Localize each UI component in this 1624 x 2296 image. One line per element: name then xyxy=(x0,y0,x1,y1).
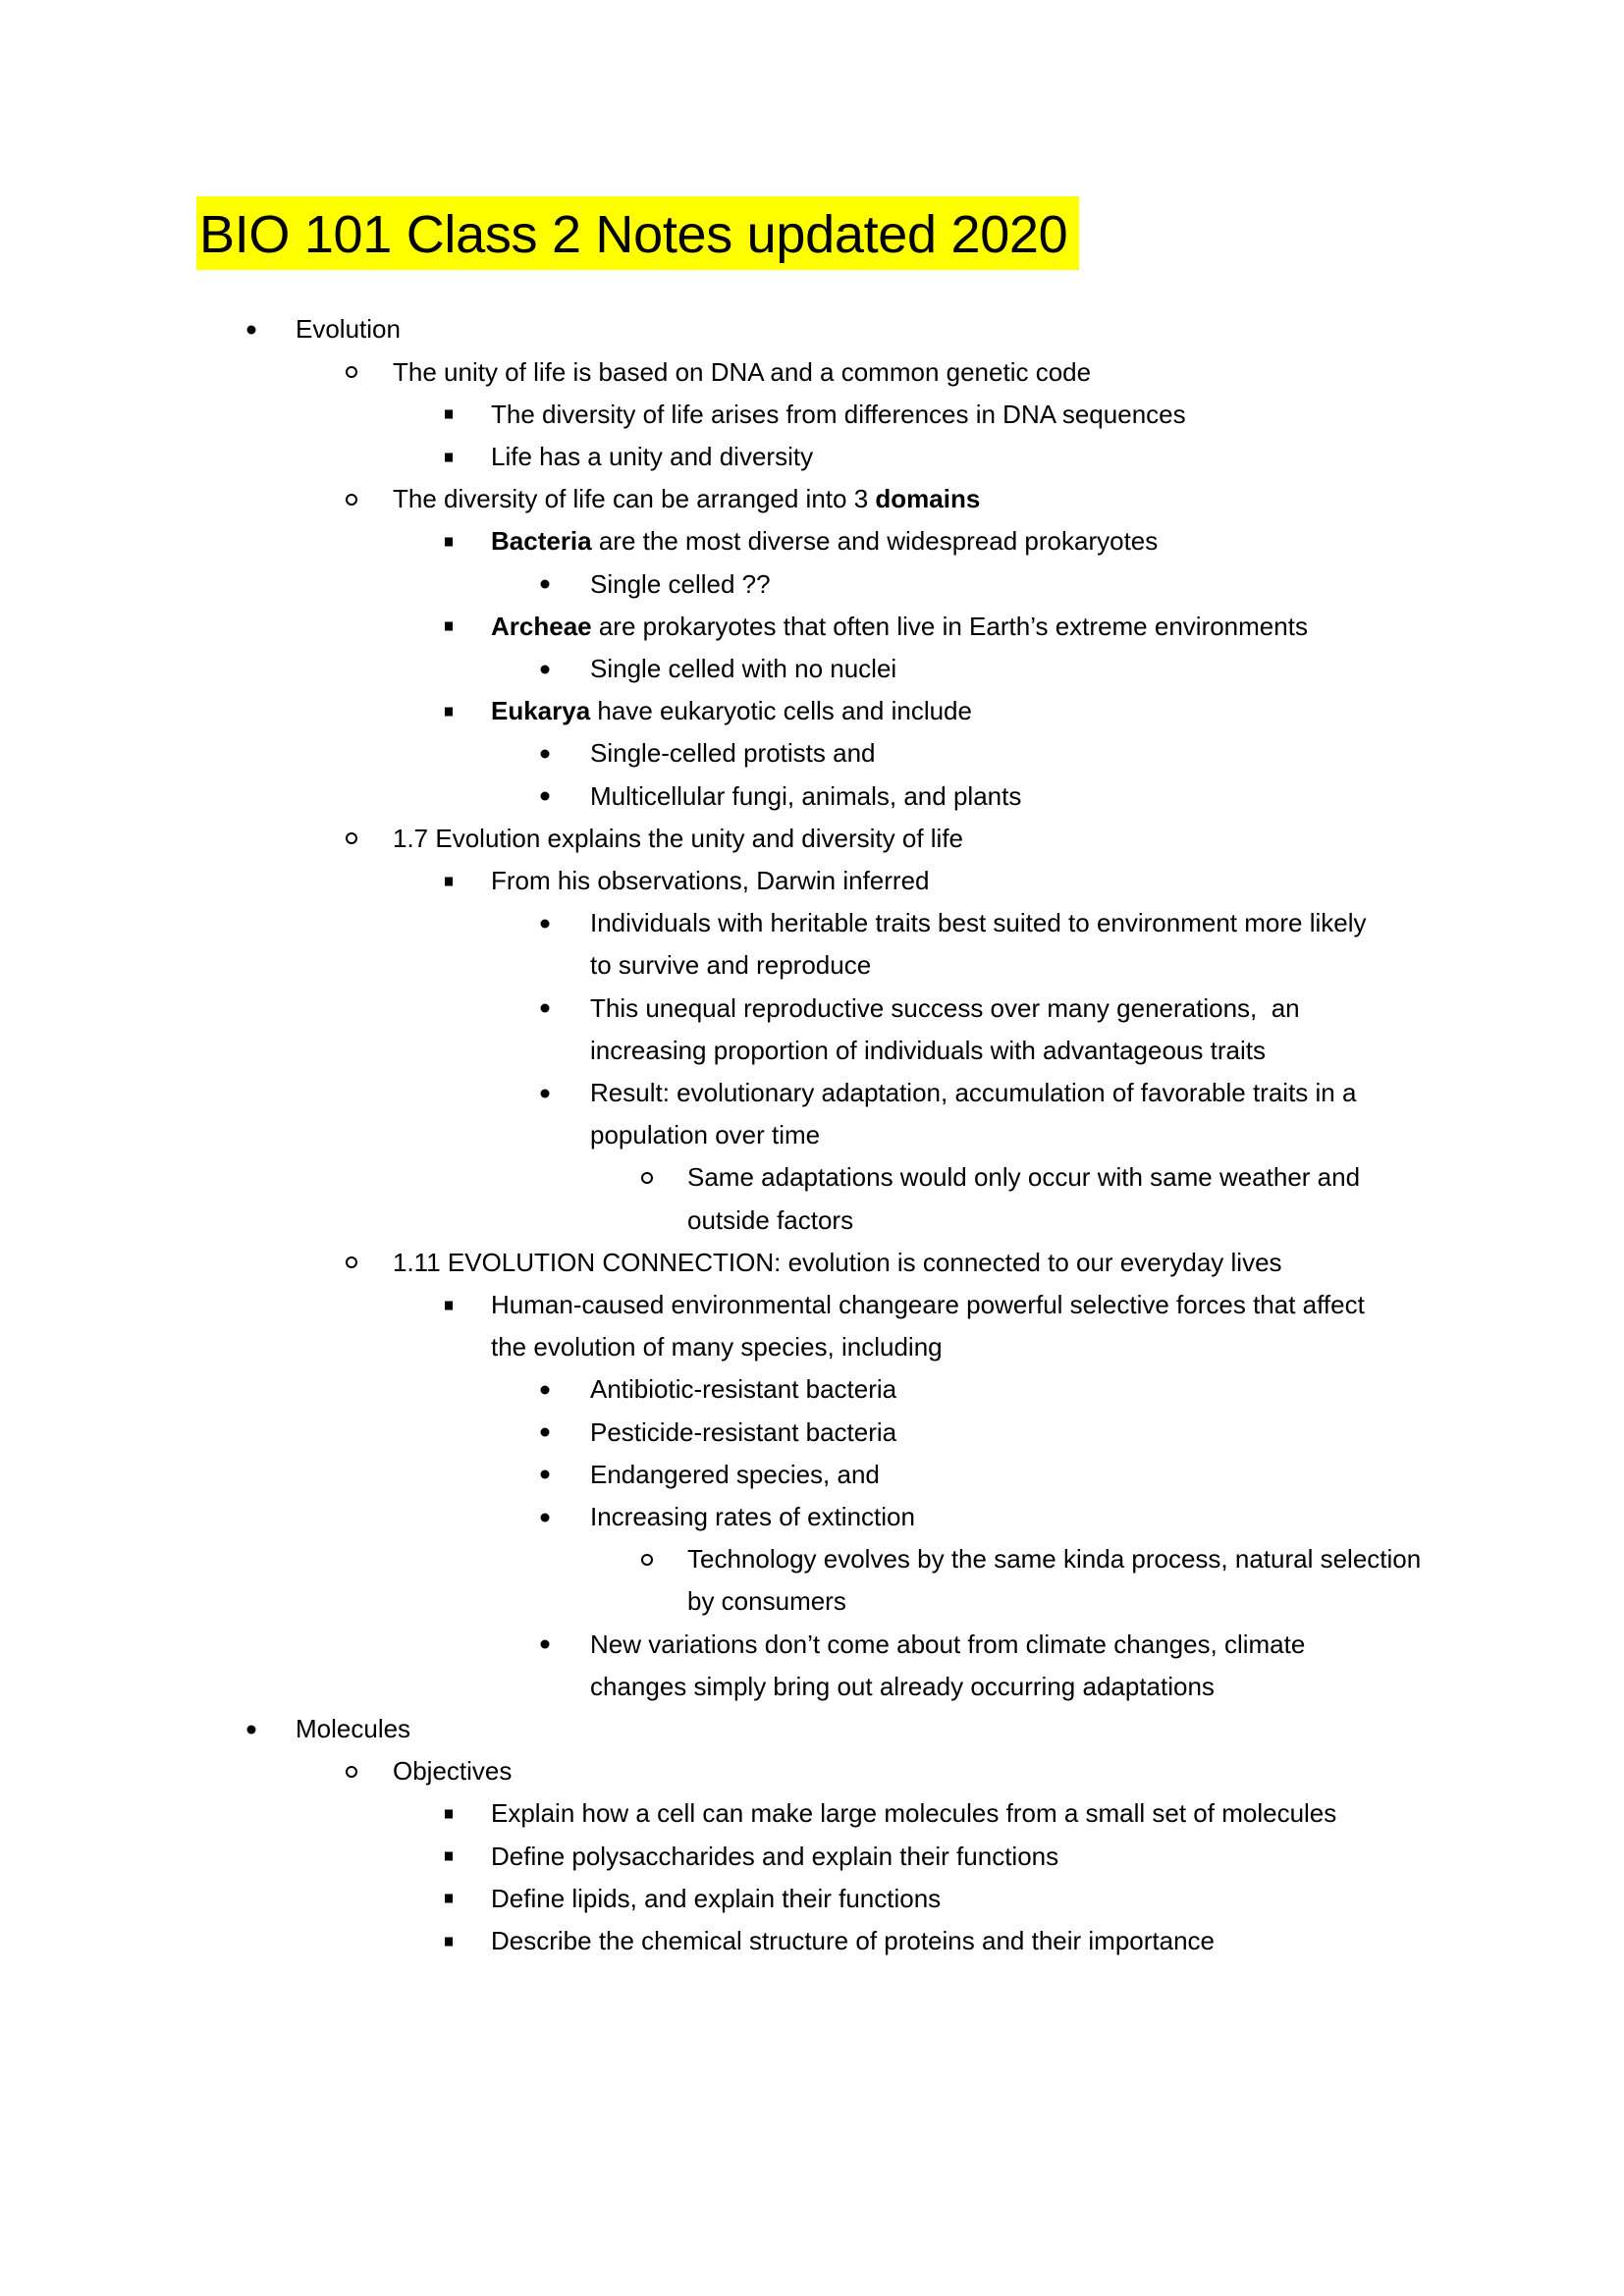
bullet-square-icon xyxy=(439,690,459,732)
item-text: are the most diverse and widespread prokaryotes xyxy=(591,526,1159,557)
bullet-circle-icon xyxy=(342,1242,361,1284)
item-text: Human-caused environmental changeare powerful selective forces that affect xyxy=(491,1290,1365,1319)
bullet-square-icon xyxy=(439,1878,459,1920)
bullet-square-icon xyxy=(439,1836,459,1878)
bullet-circle-icon xyxy=(637,1156,657,1199)
item-text: Multicellular fungi, animals, and plants xyxy=(590,780,1022,811)
bullet-disc-icon xyxy=(535,1624,555,1666)
bullet-disc-icon xyxy=(541,580,550,589)
bullet-disc-icon xyxy=(535,1454,555,1496)
item-text: outside factors xyxy=(687,1204,854,1235)
bullet-square-icon xyxy=(439,1792,459,1835)
outline-item-level-3 xyxy=(491,394,1186,436)
bullet-disc-icon xyxy=(541,1428,550,1437)
bullet-disc-icon xyxy=(541,1470,550,1479)
outline-item-level-3 xyxy=(491,1878,941,1920)
bullet-circle-icon xyxy=(637,1538,657,1580)
item-text: by consumers xyxy=(687,1586,846,1617)
item-text: Define polysaccharides and explain their functions xyxy=(491,1841,1059,1871)
bold-term: Eukarya xyxy=(491,696,591,726)
outline-item-level-2 xyxy=(393,818,963,860)
item-text: The diversity of life can be arranged into 3 xyxy=(393,484,876,514)
item-text: Technology evolves by the same kinda process, natural selection xyxy=(687,1544,1422,1575)
bullet-circle-icon xyxy=(342,351,361,394)
bullet-square-icon xyxy=(439,394,459,436)
item-text: population over time xyxy=(590,1120,821,1150)
item-text: Result: evolutionary adaptation, accumulation of favorable traits in a xyxy=(590,1078,1357,1107)
bullet-square-icon xyxy=(439,1284,459,1326)
outline-item-level-4 xyxy=(590,902,1367,944)
outline-item-level-3 xyxy=(491,690,972,732)
outline-item-level-4 xyxy=(590,1454,880,1496)
item-text: This unequal reproductive success over many generations, an xyxy=(590,992,1300,1023)
item-text: Define lipids, and explain their functions xyxy=(491,1883,942,1913)
item-text: Explain how a cell can make large molecules from a small set of molecules xyxy=(491,1798,1337,1829)
outline-item-level-5 xyxy=(687,1538,1421,1580)
item-text: Single celled with no nuclei xyxy=(590,654,897,683)
outline-item-level-1 xyxy=(296,308,401,350)
item-text: Antibiotic-resistant bacteria xyxy=(590,1374,897,1405)
bullet-disc-icon xyxy=(535,1368,555,1411)
item-text: to survive and reproduce xyxy=(590,950,872,981)
outline-item-level-4 xyxy=(590,1412,896,1454)
item-text: 1.7 Evolution explains the unity and diversity of life xyxy=(393,823,964,853)
bullet-circle-icon xyxy=(641,1554,653,1566)
bullet-square-icon xyxy=(445,877,453,885)
bullet-disc-icon xyxy=(541,1640,550,1649)
item-text: From his observations, Darwin inferred xyxy=(491,866,930,895)
outline-item-level-4 xyxy=(590,944,871,987)
item-text: Same adaptations would only occur with same weather and xyxy=(687,1162,1361,1193)
bullet-circle-icon xyxy=(342,1750,361,1792)
item-text: Evolution xyxy=(296,314,401,345)
item-text: changes simply bring out already occurring adaptations xyxy=(590,1671,1215,1701)
bullet-disc-icon xyxy=(535,563,555,606)
item-text: The diversity of life arises from differences in DNA sequences xyxy=(491,399,1186,429)
bullet-circle-icon xyxy=(346,366,357,378)
bullet-square-icon xyxy=(445,537,453,546)
bullet-disc-icon xyxy=(535,902,555,944)
bullet-disc-icon xyxy=(541,1385,550,1394)
bullet-disc-icon xyxy=(535,775,555,818)
bold-term: Bacteria xyxy=(491,526,592,557)
bullet-square-icon xyxy=(445,453,453,461)
outline-item-level-4 xyxy=(590,775,1021,818)
outline-item-level-4 xyxy=(590,1368,896,1411)
outline-item-level-3 xyxy=(491,1836,1058,1878)
bullet-disc-icon xyxy=(535,988,555,1030)
outline-item-level-4 xyxy=(590,1496,915,1538)
bullet-square-icon xyxy=(439,606,459,648)
item-text: Increasing rates of extinction xyxy=(590,1502,915,1531)
bullet-circle-icon xyxy=(346,832,357,844)
outline-item-level-2 xyxy=(393,478,980,520)
item-text: Molecules xyxy=(296,1714,411,1743)
bullet-circle-icon xyxy=(346,1766,357,1778)
bullet-disc-icon xyxy=(535,1496,555,1538)
bullet-disc-icon xyxy=(535,1072,555,1114)
bullet-disc-icon xyxy=(242,308,261,350)
outline-item-level-3 xyxy=(491,1284,1365,1326)
title-highlight xyxy=(196,196,1079,270)
bullet-disc-icon xyxy=(242,1708,261,1750)
item-text: the evolution of many species, including xyxy=(491,1332,943,1362)
item-text: are prokaryotes that often live in Earth’s extreme environments xyxy=(591,611,1308,641)
item-text: Single-celled protists and xyxy=(590,738,876,769)
bullet-square-icon xyxy=(439,436,459,478)
outline-item-level-3 xyxy=(491,1326,943,1368)
bullet-circle-icon xyxy=(342,818,361,860)
outline-item-level-4 xyxy=(590,648,896,690)
bullet-square-icon xyxy=(445,707,453,716)
outline-item-level-2 xyxy=(393,1750,512,1792)
item-text: The unity of life is based on DNA and a common genetic code xyxy=(393,356,1092,387)
bullet-square-icon xyxy=(439,860,459,902)
item-text: New variations don’t come about from climate changes, climate xyxy=(590,1629,1306,1659)
item-text: Describe the chemical structure of proteins and their importance xyxy=(491,1926,1216,1955)
bullet-square-icon xyxy=(445,1895,453,1903)
bullet-circle-icon xyxy=(641,1172,653,1184)
bullet-disc-icon xyxy=(541,749,550,758)
item-text: Objectives xyxy=(393,1756,513,1787)
bullet-disc-icon xyxy=(541,919,550,928)
bullet-disc-icon xyxy=(541,1513,550,1522)
bullet-square-icon xyxy=(445,622,453,631)
item-text: Endangered species, and xyxy=(590,1459,880,1489)
bullet-square-icon xyxy=(445,1937,453,1946)
bullet-square-icon xyxy=(439,1920,459,1962)
item-text: increasing proportion of individuals with advantageous traits xyxy=(590,1035,1266,1065)
outline-item-level-4 xyxy=(590,1114,820,1156)
bullet-square-icon xyxy=(445,1301,453,1309)
bullet-disc-icon xyxy=(535,1412,555,1454)
outline-item-level-3 xyxy=(491,520,1158,562)
bullet-disc-icon xyxy=(541,665,550,673)
bullet-square-icon xyxy=(445,1852,453,1861)
bullet-square-icon xyxy=(445,1809,453,1818)
bullet-circle-icon xyxy=(342,478,361,520)
bullet-disc-icon xyxy=(535,648,555,690)
page-title: BIO 101 Class 2 Notes updated 2020 xyxy=(199,205,1068,264)
outline-item-level-3 xyxy=(491,436,813,478)
outline-item-level-4 xyxy=(590,563,771,606)
outline-item-level-2 xyxy=(393,1242,1282,1284)
bold-term: Archeae xyxy=(491,611,592,641)
bullet-disc-icon xyxy=(541,1004,550,1013)
bullet-disc-icon xyxy=(541,1089,550,1097)
outline-item-level-4 xyxy=(590,1030,1266,1072)
outline-item-level-1 xyxy=(296,1708,410,1750)
outline-item-level-4 xyxy=(590,1072,1356,1114)
outline-item-level-4 xyxy=(590,1666,1215,1708)
bullet-disc-icon xyxy=(247,1725,256,1734)
bullet-circle-icon xyxy=(346,1256,357,1268)
item-text: have eukaryotic cells and include xyxy=(590,696,972,726)
outline-item-level-2 xyxy=(393,351,1091,394)
item-text: Individuals with heritable traits best suited to environment more likely xyxy=(590,908,1367,938)
bullet-disc-icon xyxy=(541,792,550,801)
outline-item-level-5 xyxy=(687,1580,846,1623)
outline-item-level-5 xyxy=(687,1200,853,1242)
outline-item-level-5 xyxy=(687,1156,1360,1199)
outline-item-level-4 xyxy=(590,988,1300,1030)
item-text: 1.11 EVOLUTION CONNECTION: evolution is connected to our everyday lives xyxy=(393,1247,1282,1277)
bullet-circle-icon xyxy=(346,494,357,506)
item-text: Life has a unity and diversity xyxy=(491,442,814,471)
outline-item-level-4 xyxy=(590,732,876,774)
bullet-disc-icon xyxy=(247,325,256,334)
bold-term: domains xyxy=(875,484,981,514)
outline-item-level-3 xyxy=(491,1792,1336,1835)
outline-item-level-3 xyxy=(491,606,1308,648)
outline-item-level-3 xyxy=(491,1920,1215,1962)
outline-item-level-4 xyxy=(590,1624,1305,1666)
item-text: Single celled ?? xyxy=(590,568,771,599)
bullet-disc-icon xyxy=(535,732,555,774)
outline-item-level-3 xyxy=(491,860,930,902)
item-text: Pesticide-resistant bacteria xyxy=(590,1416,897,1447)
bullet-square-icon xyxy=(439,520,459,562)
bullet-square-icon xyxy=(445,410,453,419)
